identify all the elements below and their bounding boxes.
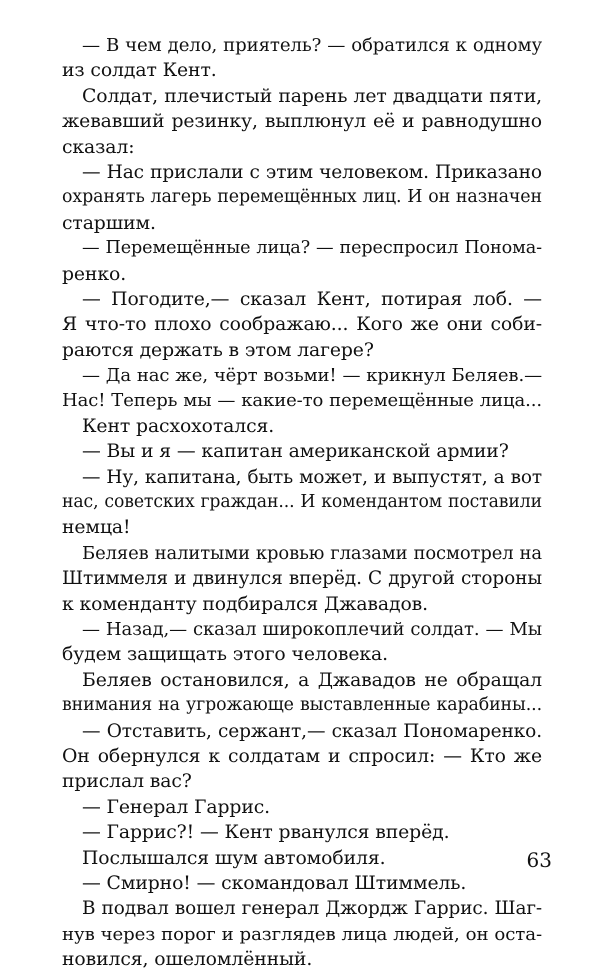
text-line: Послышался шум автомобиля. bbox=[82, 847, 386, 869]
text-line: ренко. bbox=[62, 263, 127, 285]
text-line: — Ну, капитана, быть может, и выпустят, а вот bbox=[82, 466, 542, 488]
text-line: — Нас прислали с этим человеком. Приказано bbox=[82, 161, 542, 183]
text-line: прислал вас? bbox=[62, 771, 192, 793]
text-line: — Генерал Гаррис. bbox=[82, 796, 271, 818]
page-number: 63 bbox=[526, 848, 552, 872]
text-line: Кент расхохотался. bbox=[82, 415, 275, 437]
text-line: Я что-то плохо соображаю... Кого же они соби- bbox=[62, 314, 542, 336]
text-line: сказал: bbox=[62, 136, 135, 158]
text-line: — Гаррис?! — Кент рванулся вперёд. bbox=[82, 822, 450, 844]
text-line: — В чем дело, приятель? — обратился к одному bbox=[82, 35, 542, 56]
text-line: нув через порог и разглядев лица людей, он оста- bbox=[62, 923, 542, 945]
body-text bbox=[62, 33, 542, 972]
text-line: охранять лагерь перемещённых лиц. И он назначен bbox=[62, 187, 542, 208]
text-line: — Погодите,— сказал Кент, потирая лоб. — bbox=[82, 288, 542, 310]
text-line: к коменданту подбирался Джавадов. bbox=[62, 593, 429, 615]
text-line: будем защищать этого человека. bbox=[62, 644, 388, 666]
text-line: из солдат Кент. bbox=[62, 60, 217, 82]
text-line: внимания на угрожающе выставленные карабины... bbox=[62, 695, 542, 716]
text-line: немца! bbox=[62, 517, 131, 539]
text-line: — Назад,— сказал широкоплечий солдат. — Мы bbox=[82, 618, 542, 640]
text-line: — Смирно! — скомандовал Штиммель. bbox=[82, 872, 467, 894]
text-line: — Да нас же, чёрт возьми! — крикнул Беляев.— bbox=[82, 365, 542, 387]
text-line: раются держать в этом лагере? bbox=[62, 339, 374, 361]
text-line: — Перемещённые лица? — переспросил Понома- bbox=[82, 238, 542, 259]
text-line: — Отставить, сержант,— сказал Пономаренко. bbox=[82, 720, 542, 742]
text-line: новился, ошеломлённый. bbox=[62, 949, 313, 971]
text-line: нас, советских граждан... И комендантом поставили bbox=[62, 492, 542, 513]
text-line: Штиммеля и двинулся вперёд. С другой стороны bbox=[62, 568, 542, 590]
text-line: Он обернулся к солдатам и спросил: — Кто же bbox=[62, 745, 542, 767]
text-line: жевавший резинку, выплюнул её и равнодушно bbox=[62, 111, 542, 133]
text-line: Беляев остановился, а Джавадов не обращал bbox=[82, 669, 542, 691]
text-line: В подвал вошел генерал Джордж Гаррис. Шаг- bbox=[82, 898, 542, 920]
text-line: старшим. bbox=[62, 212, 156, 234]
text-line: Нас! Теперь мы — какие-то перемещённые лица... bbox=[62, 390, 542, 412]
text-line: Солдат, плечистый парень лет двадцати пяти, bbox=[82, 85, 542, 107]
text-line: — Вы и я — капитан американской армии? bbox=[82, 441, 509, 463]
text-line: Беляев налитыми кровью глазами посмотрел на bbox=[82, 542, 542, 564]
